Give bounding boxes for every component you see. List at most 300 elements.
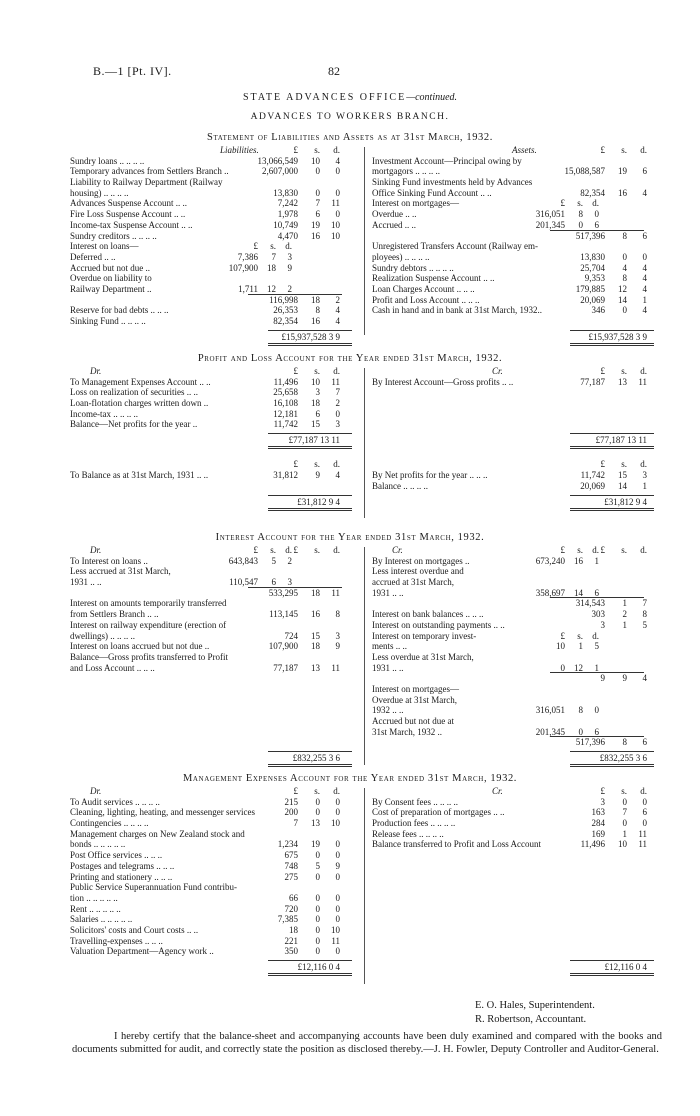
amount-pence: 0 xyxy=(335,850,340,861)
row-label: ments .. .. xyxy=(372,641,407,652)
ledger-row xyxy=(372,156,662,167)
row-label: Printing and stationery .. .. .. xyxy=(70,871,173,882)
amount-shillings: 0 xyxy=(315,166,320,177)
ledger-row xyxy=(70,231,355,242)
row-label: Overdue at 31st March, xyxy=(372,694,457,705)
ledger-row xyxy=(372,273,662,284)
total-amount: £12,116 0 4 xyxy=(604,962,647,973)
row-label: By Consent fees .. .. .. .. xyxy=(372,796,458,807)
ledger-row xyxy=(70,156,355,167)
side-label: Cr. xyxy=(392,545,403,555)
row-label: By Interest on mortgages .. xyxy=(372,555,470,566)
row-label: Accrued .. .. xyxy=(372,219,416,230)
assets-column xyxy=(372,145,662,344)
row-label: Accrued but not due .. xyxy=(70,262,150,273)
amount-pence: 10 xyxy=(331,818,340,829)
amount-shillings: 14 xyxy=(618,294,627,305)
inner-pence: 2 xyxy=(287,283,292,294)
row-label: and Loss Account .. .. .. xyxy=(70,662,155,673)
amount-shillings: 0 xyxy=(315,796,320,807)
inner-pounds: £ xyxy=(560,630,565,641)
row-label: Public Service Superannuation Fund contribu- xyxy=(70,882,237,893)
amount-pounds: 20,069 xyxy=(580,480,605,491)
shilling-heading: s. xyxy=(621,786,627,796)
row-label: By Net profits for the year .. .. .. xyxy=(372,470,488,481)
amount-shillings: 16 xyxy=(311,316,320,326)
pound-heading: £ xyxy=(600,366,605,376)
spacer xyxy=(70,673,355,751)
spacer xyxy=(372,316,662,330)
amount-pence: 4 xyxy=(335,155,340,166)
ledger-row xyxy=(70,470,355,481)
amount-pounds: 7,242 xyxy=(277,198,298,209)
total-rule-top xyxy=(268,433,352,434)
ledger-row xyxy=(372,470,662,481)
ledger-row xyxy=(70,861,355,872)
amount-shillings: 8 xyxy=(622,273,627,284)
total-row xyxy=(70,433,355,447)
amount-pence: 4 xyxy=(642,283,647,294)
ledger-row xyxy=(70,273,355,284)
amount-pounds: 7,385 xyxy=(277,914,298,925)
amount-shillings: 16 xyxy=(311,609,320,620)
amount-shillings: 8 xyxy=(622,230,627,241)
row-label: To Balance as at 31st March, 1931 .. .. xyxy=(70,470,209,481)
row-label: Investment Account—Principal owing by xyxy=(372,155,522,166)
amount-pence: 0 xyxy=(642,796,647,807)
row-label: 1932 .. .. xyxy=(372,705,404,716)
row-label: Fire Loss Suspense Account .. .. xyxy=(70,209,186,220)
amount-pence: 0 xyxy=(335,166,340,177)
total-row xyxy=(70,495,355,509)
amount-shillings: 14 xyxy=(618,480,627,491)
amount-pounds: 533,295 xyxy=(268,587,298,598)
amount-pounds: 77,187 xyxy=(580,376,605,387)
ledger-row xyxy=(372,807,662,818)
column-heading xyxy=(70,786,355,797)
row-label: Solicitors' costs and Court costs .. .. xyxy=(70,924,199,935)
inner-pence: 3 xyxy=(287,251,292,262)
ledger-row xyxy=(70,419,355,430)
row-label: Overdue on liability to xyxy=(70,273,152,284)
amount-pounds: 221 xyxy=(284,935,298,946)
amount-pence: 11 xyxy=(331,935,340,946)
spacer xyxy=(70,447,355,459)
pence-heading: d. xyxy=(333,145,340,155)
ledger-row xyxy=(70,652,355,663)
row-label: Balance—Net profits for the year .. xyxy=(70,419,198,430)
amount-pence: 4 xyxy=(642,305,647,316)
row-label: Sinking Fund investments held by Advances xyxy=(372,177,533,188)
inner-pounds: 10 xyxy=(556,641,565,652)
profit-loss-debit xyxy=(70,366,355,509)
subtotal-rule xyxy=(550,230,644,231)
amount-shillings: 0 xyxy=(622,818,627,829)
row-label: 1931 .. .. xyxy=(372,662,404,673)
amount-pence: 0 xyxy=(335,914,340,925)
amount-pounds: 675 xyxy=(284,850,298,861)
inner-shillings: 0 xyxy=(578,726,583,737)
amount-pounds: 1,978 xyxy=(277,209,298,220)
amount-pence: 0 xyxy=(335,871,340,882)
row-label: Interest on outstanding payments .. .. xyxy=(372,619,505,630)
inner-shilling-heading: s. xyxy=(577,545,583,555)
ledger-row xyxy=(70,305,355,316)
management-expenses-title: Management Expenses Account for the Year ended 31st March, 1932. xyxy=(182,773,518,784)
amount-pounds: 1,234 xyxy=(277,839,298,850)
total-rule-bottom xyxy=(268,764,352,767)
page-number: 82 xyxy=(328,64,340,78)
inner-pence-heading: d. xyxy=(285,545,292,555)
amount-shillings: 9 xyxy=(622,673,627,684)
row-label: Loan Charges Account .. .. .. xyxy=(372,283,475,294)
inner-pound-heading: £ xyxy=(253,545,258,555)
ledger-row xyxy=(372,673,662,684)
inner-pounds: £ xyxy=(560,198,565,209)
row-label: Cost of preparation of mortgages .. .. xyxy=(372,807,505,818)
pound-heading: £ xyxy=(600,545,605,555)
amount-shillings: 0 xyxy=(622,305,627,316)
amount-pence: 11 xyxy=(331,376,340,387)
amount-shillings: 13 xyxy=(311,662,320,673)
inner-shillings: 14 xyxy=(574,587,583,598)
inner-shillings: 6 xyxy=(271,577,276,588)
amount-pounds: 200 xyxy=(284,807,298,818)
row-label: Cleaning, lighting, heating, and messenger services xyxy=(70,807,255,818)
amount-shillings: 4 xyxy=(622,262,627,273)
pence-heading: d. xyxy=(640,366,647,376)
amount-shillings: 0 xyxy=(315,903,320,914)
pence-heading: d. xyxy=(640,786,647,796)
inner-pounds: 7,386 xyxy=(237,251,258,262)
amount-shillings: 13 xyxy=(311,818,320,829)
shilling-heading: s. xyxy=(314,545,320,555)
ledger-row xyxy=(70,387,355,398)
ledger-row xyxy=(70,872,355,883)
row-label: tion .. .. .. .. .. xyxy=(70,892,118,903)
row-label: Income-tax Suspense Account .. .. xyxy=(70,219,193,230)
ledger-row xyxy=(70,829,355,840)
ledger-row xyxy=(372,231,662,242)
inner-pence: 6 xyxy=(594,219,599,230)
amount-pence: 0 xyxy=(642,818,647,829)
inner-shillings: 0 xyxy=(578,219,583,230)
inner-pounds: 673,240 xyxy=(535,555,565,566)
balance-sheet-title: Statement of Liabilities and Assets as at 31st March, 1932. xyxy=(207,132,493,143)
ledger-row xyxy=(372,295,662,306)
row-label: Rent .. .. .. .. .. xyxy=(70,903,121,914)
amount-pence: 0 xyxy=(335,903,340,914)
row-label: dwellings) .. .. .. .. xyxy=(70,630,135,641)
ledger-row xyxy=(372,737,662,748)
ledger-row xyxy=(70,188,355,199)
amount-pence: 4 xyxy=(335,470,340,481)
total-amount: £15,937,528 3 9 xyxy=(281,331,340,342)
pence-heading: d. xyxy=(640,459,647,470)
amount-shillings: 0 xyxy=(315,924,320,935)
amount-shillings: 7 xyxy=(315,198,320,209)
amount-pounds: 724 xyxy=(284,630,298,641)
amount-pence: 0 xyxy=(335,209,340,220)
pence-heading: d. xyxy=(640,545,647,555)
row-label: Profit and Loss Account .. .. .. xyxy=(372,294,480,305)
amount-pence: 1 xyxy=(642,480,647,491)
pence-heading: d. xyxy=(333,459,340,470)
amount-shillings: 8 xyxy=(315,305,320,316)
amount-shillings: 1 xyxy=(622,619,627,630)
amount-shillings: 0 xyxy=(315,892,320,903)
amount-pounds: 720 xyxy=(284,903,298,914)
ledger-row xyxy=(372,818,662,829)
ledger-row xyxy=(372,609,662,620)
shilling-heading: s. xyxy=(314,786,320,796)
row-label: Less interest overdue and xyxy=(372,566,464,577)
amount-shillings: 18 xyxy=(311,587,320,598)
ledger-row xyxy=(70,598,355,609)
inner-shillings: 7 xyxy=(271,251,276,262)
main-title: STATE ADVANCES OFFICE—continued. xyxy=(242,92,458,103)
inner-shillings: 12 xyxy=(574,662,583,673)
ledger-row xyxy=(372,481,662,492)
amount-shillings: 6 xyxy=(315,408,320,419)
ledger-row xyxy=(372,305,662,316)
pound-heading: £ xyxy=(293,459,298,470)
inner-pounds: 0 xyxy=(560,662,565,673)
row-label: Post Office services .. .. .. xyxy=(70,850,163,861)
ledger-row xyxy=(70,609,355,620)
column-heading xyxy=(372,786,662,797)
row-label: To Management Expenses Account .. .. xyxy=(70,376,211,387)
row-label: Release fees .. .. .. .. xyxy=(372,828,444,839)
amount-pounds: 13,830 xyxy=(273,187,298,198)
ledger-row xyxy=(70,797,355,808)
shilling-heading: s. xyxy=(621,366,627,376)
signature-accountant: R. Robertson, Accountant. xyxy=(475,1014,587,1025)
total-amount: £31,812 9 4 xyxy=(604,496,647,507)
row-label: Sinking Fund .. .. .. .. xyxy=(70,316,146,326)
amount-pounds: 11,496 xyxy=(273,376,298,387)
ledger-row xyxy=(70,556,355,567)
inner-shilling-heading: s. xyxy=(270,545,276,555)
amount-shillings: 18 xyxy=(311,641,320,652)
inner-pence: 9 xyxy=(287,262,292,273)
signature-superintendent: E. O. Hales, Superintendent. xyxy=(475,1000,595,1011)
amount-pounds: 163 xyxy=(591,807,605,818)
row-label: Interest on mortgages— xyxy=(372,683,459,694)
amount-shillings: 6 xyxy=(315,209,320,220)
ledger-row xyxy=(70,220,355,231)
total-row xyxy=(372,751,662,765)
ledger-row xyxy=(372,566,662,577)
inner-pence: d. xyxy=(592,630,599,641)
liabilities-column xyxy=(70,145,355,344)
ledger-row xyxy=(372,695,662,706)
ledger-row xyxy=(70,252,355,263)
inner-shillings: 8 xyxy=(578,705,583,716)
total-rule-bottom xyxy=(268,508,352,511)
row-label: Cash in hand and in bank at 31st March, 1932.. xyxy=(372,305,542,316)
amount-shillings: 5 xyxy=(315,860,320,871)
branch-title: ADVANCES TO WORKERS BRANCH. xyxy=(250,112,450,122)
row-label: bonds .. .. .. .. .. xyxy=(70,839,126,850)
amount-pence: 11 xyxy=(638,839,647,850)
amount-shillings: 10 xyxy=(311,155,320,166)
amount-shillings: 18 xyxy=(311,398,320,409)
row-label: Interest on temporary invest- xyxy=(372,630,477,641)
inner-pence: 2 xyxy=(287,555,292,566)
ledger-row xyxy=(372,263,662,274)
row-label: Valuation Department—Agency work .. xyxy=(70,946,214,957)
ledger-row xyxy=(372,209,662,220)
ledger-row xyxy=(70,198,355,209)
shilling-heading: s. xyxy=(314,366,320,376)
amount-pounds: 66 xyxy=(289,892,298,903)
amount-pence: 3 xyxy=(335,419,340,430)
row-label: Interest on loans accrued but not due .. xyxy=(70,641,210,652)
amount-pence: 10 xyxy=(331,924,340,935)
column-heading xyxy=(372,366,662,377)
amount-pence: 10 xyxy=(331,219,340,230)
total-rule-top xyxy=(570,751,654,752)
pence-heading: d. xyxy=(333,786,340,796)
amount-pounds: 20,069 xyxy=(580,294,605,305)
total-rule-top xyxy=(268,495,352,496)
row-label: Interest on railway expenditure (erection of xyxy=(70,619,227,630)
ledger-row xyxy=(372,716,662,727)
pound-heading: £ xyxy=(293,145,298,155)
amount-shillings: 18 xyxy=(311,294,320,305)
row-label: from Settlers Branch .. .. xyxy=(70,609,159,620)
ledger-row xyxy=(70,925,355,936)
row-label: Balance—Gross profits transferred to Profit xyxy=(70,651,228,662)
amount-shillings: 3 xyxy=(315,387,320,398)
document-reference: B.—1 [Pt. IV]. xyxy=(93,64,172,78)
amount-pence: 4 xyxy=(642,673,647,684)
management-expenses-credit xyxy=(372,786,662,974)
amount-pence: 1 xyxy=(642,294,647,305)
amount-pounds: 3 xyxy=(600,796,605,807)
total-row xyxy=(372,330,662,344)
amount-pence: 0 xyxy=(335,946,340,957)
row-label: Railway Department .. xyxy=(70,283,152,294)
side-label: Liabilities. xyxy=(220,145,259,155)
amount-shillings: 10 xyxy=(311,376,320,387)
amount-pence: 11 xyxy=(331,587,340,598)
inner-pounds: 201,345 xyxy=(535,219,565,230)
ledger-row xyxy=(70,882,355,893)
row-label: ployees) .. .. .. .. xyxy=(372,251,430,262)
row-label: Balance transferred to Profit and Loss Account xyxy=(372,839,541,850)
row-label: accrued at 31st March, xyxy=(372,577,454,588)
ledger-row xyxy=(70,904,355,915)
column-heading xyxy=(372,545,662,556)
subtotal-rule xyxy=(248,294,342,295)
amount-shillings: 19 xyxy=(618,166,627,177)
row-label: Sundry loans .. .. .. .. xyxy=(70,155,145,166)
ledger-row xyxy=(70,914,355,925)
total-amount: £832,255 3 6 xyxy=(599,753,647,764)
ledger-row xyxy=(372,797,662,808)
ledger-row xyxy=(372,577,662,588)
total-row xyxy=(70,751,355,765)
row-label: Less accrued at 31st March, xyxy=(70,566,171,577)
amount-pence: 11 xyxy=(331,198,340,209)
total-amount: £31,812 9 4 xyxy=(297,496,340,507)
amount-shillings: 2 xyxy=(622,609,627,620)
amount-pounds: 15,088,587 xyxy=(564,166,605,177)
ledger-row xyxy=(372,620,662,631)
amount-pence: 9 xyxy=(335,641,340,652)
amount-pence: 4 xyxy=(335,305,340,316)
ledger-row xyxy=(70,663,355,674)
amount-shillings: 0 xyxy=(315,850,320,861)
amount-shillings: 0 xyxy=(622,251,627,262)
row-label: Deferred .. .. xyxy=(70,251,116,262)
row-label: Interest on loans— xyxy=(70,241,139,252)
side-label: Dr. xyxy=(90,366,102,376)
amount-shillings: 15 xyxy=(618,470,627,481)
amount-pounds: 116,998 xyxy=(269,294,298,305)
subtotal-rule xyxy=(550,597,644,598)
ledger-row xyxy=(70,818,355,829)
amount-pence: 5 xyxy=(642,619,647,630)
amount-pounds: 10,749 xyxy=(273,219,298,230)
amount-pence: 8 xyxy=(335,609,340,620)
amount-pounds: 82,354 xyxy=(580,187,605,198)
inner-pence: d. xyxy=(285,241,292,252)
total-row xyxy=(372,433,662,447)
amount-pence: 11 xyxy=(331,662,340,673)
total-amount: £77,187 13 11 xyxy=(288,435,340,446)
amount-shillings: 8 xyxy=(622,737,627,748)
inner-pounds: 110,547 xyxy=(229,577,258,588)
total-rule-bottom xyxy=(570,973,654,976)
amount-pounds: 169 xyxy=(591,828,605,839)
row-label: By Interest Account—Gross profits .. .. xyxy=(372,376,514,387)
ledger-row xyxy=(372,166,662,177)
amount-pounds: 303 xyxy=(591,609,605,620)
side-label: Cr. xyxy=(492,366,503,376)
amount-pence: 0 xyxy=(642,251,647,262)
inner-pounds: 316,051 xyxy=(535,705,565,716)
row-label: To Audit services .. .. .. .. xyxy=(70,796,160,807)
page-header xyxy=(0,64,700,80)
total-rule-top xyxy=(570,433,654,434)
row-label: 1931 .. .. xyxy=(70,577,102,588)
amount-pounds: 11,742 xyxy=(273,419,298,430)
amount-pounds: 113,145 xyxy=(269,609,298,620)
total-rule-top xyxy=(268,330,352,331)
profit-loss-title: Profit and Loss Account for the Year ended 31st March, 1932. xyxy=(197,353,503,364)
column-heading xyxy=(70,459,355,470)
shilling-heading: s. xyxy=(314,145,320,155)
inner-pence: d. xyxy=(592,198,599,209)
ledger-row xyxy=(372,652,662,663)
amount-pence: 4 xyxy=(642,262,647,273)
amount-pence: 7 xyxy=(335,387,340,398)
amount-pounds: 748 xyxy=(284,860,298,871)
amount-pence: 4 xyxy=(642,187,647,198)
inner-pound-heading: £ xyxy=(560,545,565,555)
row-label: Management charges on New Zealand stock and xyxy=(70,828,245,839)
inner-shillings: 12 xyxy=(267,283,276,294)
amount-pounds: 284 xyxy=(591,818,605,829)
side-label: Dr. xyxy=(90,545,102,555)
amount-pounds: 517,396 xyxy=(575,230,605,241)
ledger-row xyxy=(372,377,662,388)
row-label: Reserve for bad debts .. .. .. xyxy=(70,305,169,316)
ledger-row xyxy=(70,177,355,188)
